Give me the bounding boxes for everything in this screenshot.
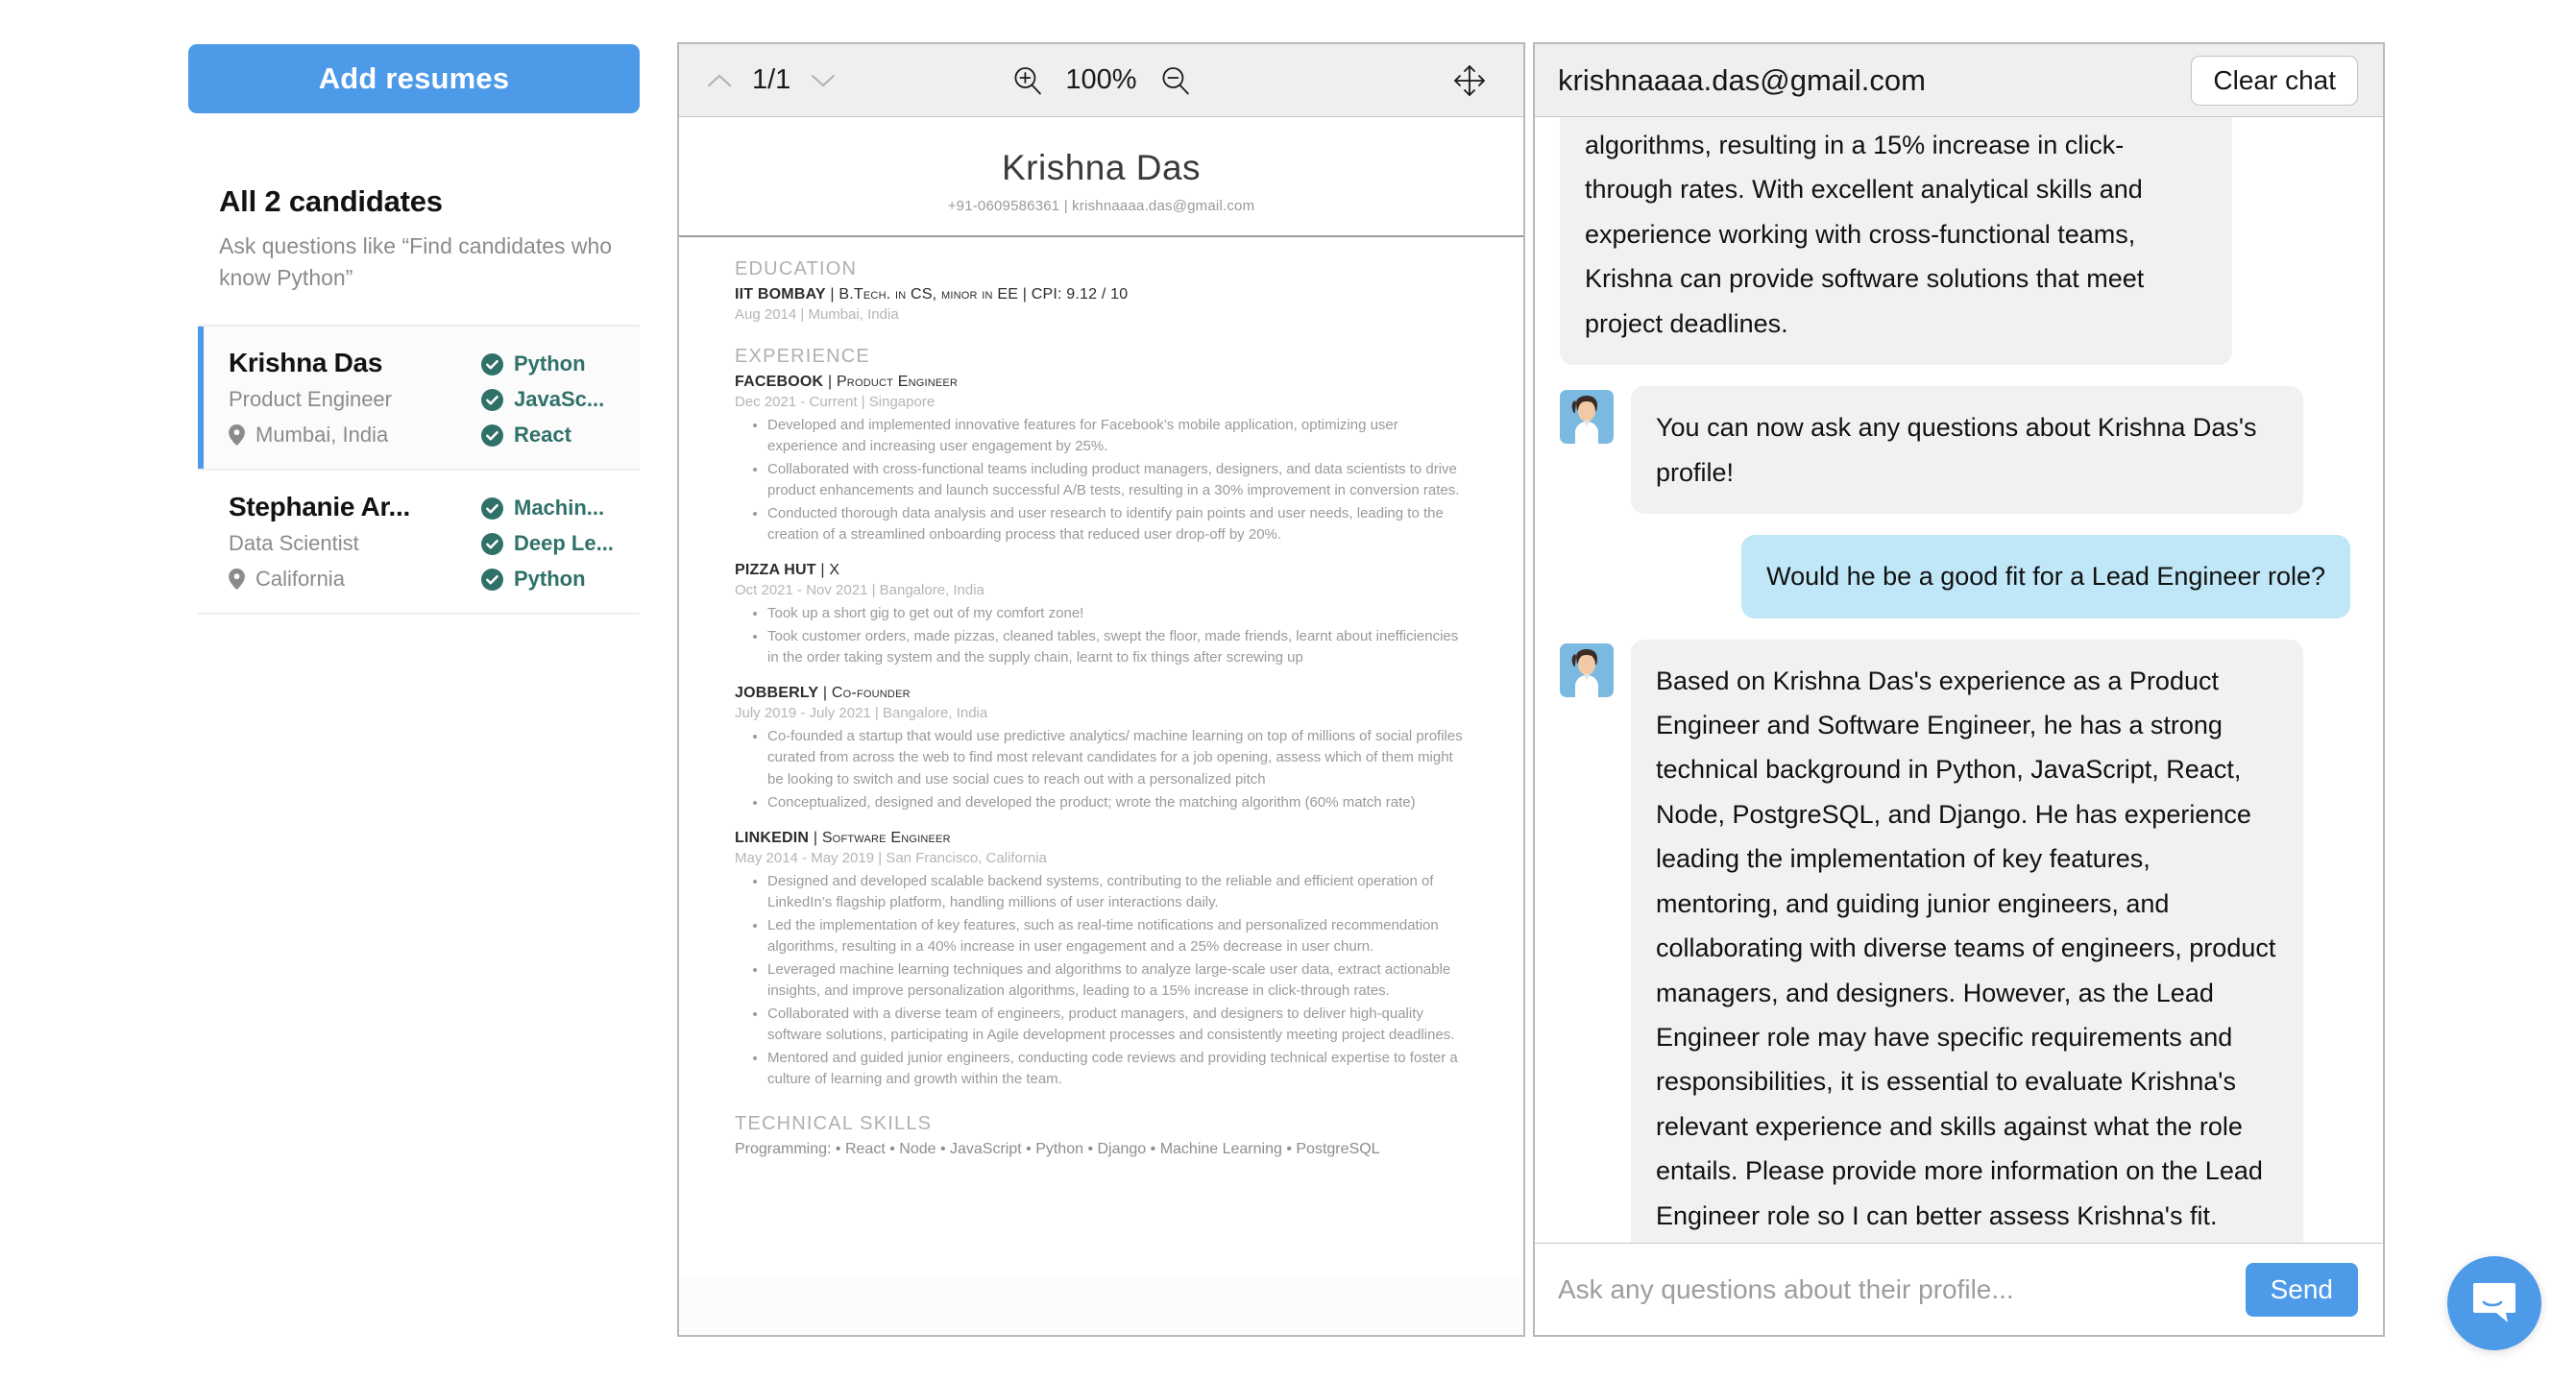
education-meta: Aug 2014 | Mumbai, India xyxy=(735,306,899,323)
education-entry xyxy=(735,286,1468,303)
bullet: • Conceptualized, designed and developed the product; wrote the matching algorithm (60% match rate) xyxy=(767,792,1468,813)
candidate-info xyxy=(229,348,474,448)
check-circle-icon xyxy=(481,497,503,520)
magnify-plus-icon[interactable] xyxy=(1010,64,1043,97)
resume-pdf-viewer xyxy=(677,42,1525,1337)
move-resize-icon[interactable] xyxy=(1452,63,1487,98)
skill-label: Machin... xyxy=(514,496,605,520)
experience-entry xyxy=(735,830,1468,1090)
pdf-toolbar xyxy=(679,44,1523,117)
resume-body xyxy=(679,237,1523,1158)
experience-title: | Co-founder xyxy=(822,685,911,702)
experience-bullets xyxy=(735,415,1468,545)
experience-company: FACEBOOK xyxy=(735,374,824,390)
candidate-name: Stephanie Ar... xyxy=(229,492,410,521)
magnify-minus-icon[interactable] xyxy=(1159,64,1192,97)
sidebar-hint-text: Ask questions like “Find candidates who know Python” xyxy=(219,233,613,290)
add-resumes-button[interactable]: Add resumes xyxy=(188,44,640,113)
bullet: • Conducted thorough data analysis and user research to identify pain points and user needs, leading to the creation of a streamlined onboarding process that reduced user drop-off by 20%. xyxy=(767,503,1468,545)
chat-message-bot xyxy=(1560,123,2350,365)
chat-input[interactable] xyxy=(1558,1274,2228,1305)
experience-title: | Product Engineer xyxy=(827,374,959,390)
location-pin-icon xyxy=(229,569,245,590)
check-circle-icon xyxy=(481,389,503,411)
intercom-launcher-button[interactable] xyxy=(2447,1256,2541,1350)
experience-company: LINKEDIN xyxy=(735,829,810,846)
section-heading: EXPERIENCE xyxy=(735,346,870,367)
chat-input-bar xyxy=(1535,1243,2383,1335)
skill-item xyxy=(481,531,640,556)
resume-education-section xyxy=(735,258,1468,323)
candidate-location-row xyxy=(229,567,474,592)
resume-skills-section xyxy=(735,1113,1468,1158)
avatar xyxy=(1560,390,1614,444)
chat-message-bot xyxy=(1560,640,2350,1244)
candidate-list xyxy=(198,325,640,615)
candidate-skills xyxy=(481,492,640,592)
bullet: • Co-founded a startup that would use predictive analytics/ machine learning on top of millions of social profiles curated from across the web to find most relevant candidates for a job opening, assess which of them might be looking to switch and use social cues to reach out with a personalized pitch xyxy=(767,726,1468,789)
resume-contact: +91-0609586361 | krishnaaaa.das@gmail.com xyxy=(947,198,1255,214)
check-circle-icon xyxy=(481,569,503,591)
bullet: • Took customer orders, made pizzas, cleaned tables, swept the floor, made friends, learnt about inefficiencies in the order taking system and the supply chain, learnt to fix things after screwing up xyxy=(767,626,1468,668)
skill-item xyxy=(481,387,640,412)
candidates-sidebar xyxy=(0,0,672,1381)
bullet: • Leveraged machine learning techniques and algorithms to analyze large-scale user data, extract actionable insights, and improve personalization algorithms, leading to a 15% increase in click-through rates. xyxy=(767,959,1468,1002)
pdf-page-nav xyxy=(706,64,837,96)
candidate-info xyxy=(229,492,474,592)
page-indicator: 1/1 xyxy=(752,64,791,95)
candidate-role: Data Scientist xyxy=(229,531,359,555)
resume-page xyxy=(679,117,1523,1277)
candidate-role: Product Engineer xyxy=(229,387,392,411)
skill-label: Python xyxy=(514,567,586,591)
message-bubble: Would he be a good fit for a Lead Engineer role? xyxy=(1741,535,2350,618)
check-circle-icon xyxy=(481,353,503,376)
clear-chat-button[interactable]: Clear chat xyxy=(2191,56,2358,106)
skill-item xyxy=(481,351,640,376)
bullet: • Led the implementation of key features, such as real-time notifications and personalized recommendation algorithms, resulting in a 40% increase in user engagement and a 25% decrease in user churn. xyxy=(767,915,1468,957)
bullet: • Collaborated with a diverse team of engineers, product managers, and designers to deliver high-quality software solutions, participating in Agile development processes and consistently meeting project deadlines. xyxy=(767,1004,1468,1046)
skill-item xyxy=(481,423,640,448)
candidate-location: California xyxy=(255,567,345,591)
page-title: All 2 candidates xyxy=(219,184,443,218)
skill-label: JavaSc... xyxy=(514,387,605,411)
skills-line: Programming: • React • Node • JavaScript • Python • Django • Machine Learning • PostgreSQL xyxy=(735,1141,1380,1158)
pdf-zoom-controls xyxy=(1010,64,1191,97)
skill-item xyxy=(481,567,640,592)
experience-company: JOBBERLY xyxy=(735,685,819,702)
location-pin-icon xyxy=(229,424,245,446)
chat-message-bot xyxy=(1560,386,2350,514)
check-circle-icon xyxy=(481,424,503,447)
bullet: • Designed and developed scalable backend systems, contributing to the reliable and efficient operation of LinkedIn’s flagship platform, handling millions of user interactions daily. xyxy=(767,871,1468,913)
list-item[interactable] xyxy=(198,469,640,615)
chat-header xyxy=(1535,44,2383,117)
bullet: • Developed and implemented innovative features for Facebook’s mobile application, optimizing user experience and increasing user engagement by 25%. xyxy=(767,415,1468,457)
education-detail: | B.Tech. in CS, minor in EE | CPI: 9.12 / 10 xyxy=(830,286,1129,303)
experience-bullets xyxy=(735,871,1468,1090)
experience-title: | Software Engineer xyxy=(813,829,951,846)
skill-label: React xyxy=(514,423,571,447)
candidate-skills xyxy=(481,348,640,448)
message-bubble: You can now ask any questions about Krishna Das's profile! xyxy=(1631,386,2303,514)
experience-entry xyxy=(735,374,1468,545)
experience-meta: July 2019 - July 2021 | Bangalore, India xyxy=(735,705,988,722)
send-button[interactable]: Send xyxy=(2246,1263,2358,1317)
skill-label: Python xyxy=(514,351,586,376)
list-item[interactable] xyxy=(198,325,640,469)
candidate-location: Mumbai, India xyxy=(255,423,389,447)
experience-entry xyxy=(735,562,1468,668)
avatar xyxy=(1560,643,1614,697)
chat-panel xyxy=(1533,42,2385,1337)
check-circle-icon xyxy=(481,533,503,555)
zoom-level-label: 100% xyxy=(1065,64,1137,95)
experience-meta: May 2014 - May 2019 | San Francisco, California xyxy=(735,849,1047,866)
experience-meta: Dec 2021 - Current | Singapore xyxy=(735,394,936,410)
resume-name: Krishna Das xyxy=(1001,148,1202,187)
experience-bullets xyxy=(735,603,1468,668)
bullet: • Took up a short gig to get out of my comfort zone! xyxy=(767,603,1468,624)
message-bubble: algorithms, resulting in a 15% increase in click-through rates. With excellent analytical skills and experience working with cross-functional teams, Krishna can provide software solutions that meet project deadlines. xyxy=(1560,117,2232,365)
chat-bubble-smile-icon xyxy=(2469,1278,2519,1328)
bullet: • Collaborated with cross-functional teams including product managers, designers, and data scientists to drive product enhancements and launch successful A/B tests, resulting in a 30% improvement in conversion rates. xyxy=(767,459,1468,501)
chevron-up-icon[interactable] xyxy=(706,73,733,88)
chevron-down-icon[interactable] xyxy=(810,73,837,88)
experience-company: PIZZA HUT xyxy=(735,562,816,579)
bullet: • Mentored and guided junior engineers, conducting code reviews and providing technical expertise to foster a culture of learning and growth within the team. xyxy=(767,1048,1468,1090)
candidate-name: Krishna Das xyxy=(229,348,383,377)
section-heading: EDUCATION xyxy=(735,258,858,279)
experience-meta: Oct 2021 - Nov 2021 | Bangalore, India xyxy=(735,582,984,599)
resume-experience-section xyxy=(735,346,1468,1090)
resume-header xyxy=(679,117,1523,235)
education-school: IIT BOMBAY xyxy=(735,286,826,303)
skill-label: Deep Le... xyxy=(514,531,614,555)
experience-title: | X xyxy=(820,562,840,579)
message-bubble: Based on Krishna Das's experience as a Product Engineer and Software Engineer, he has a strong technical background in Python, JavaScript, React, Node, PostgreSQL, and Django. He has experience leading the implementation of key features, mentoring, and guiding junior engineers, and collaborating with diverse teams of engineers, product managers, and designers. However, as the Lead Engineer role may have specific requirements and responsibilities, it is essential to evaluate Krishna's relevant experience and skills against what the role entails. Please provide more information on the Lead Engineer role so I can better assess Krishna's fit. xyxy=(1631,640,2303,1244)
chat-message-user xyxy=(1560,535,2350,618)
chat-subject-email: krishnaaaa.das@gmail.com xyxy=(1558,62,1926,97)
experience-bullets xyxy=(735,726,1468,812)
skill-item xyxy=(481,496,640,521)
section-heading: TECHNICAL SKILLS xyxy=(735,1113,933,1135)
candidate-location-row xyxy=(229,423,474,448)
experience-entry xyxy=(735,685,1468,812)
chat-message-list[interactable] xyxy=(1535,117,2383,1243)
